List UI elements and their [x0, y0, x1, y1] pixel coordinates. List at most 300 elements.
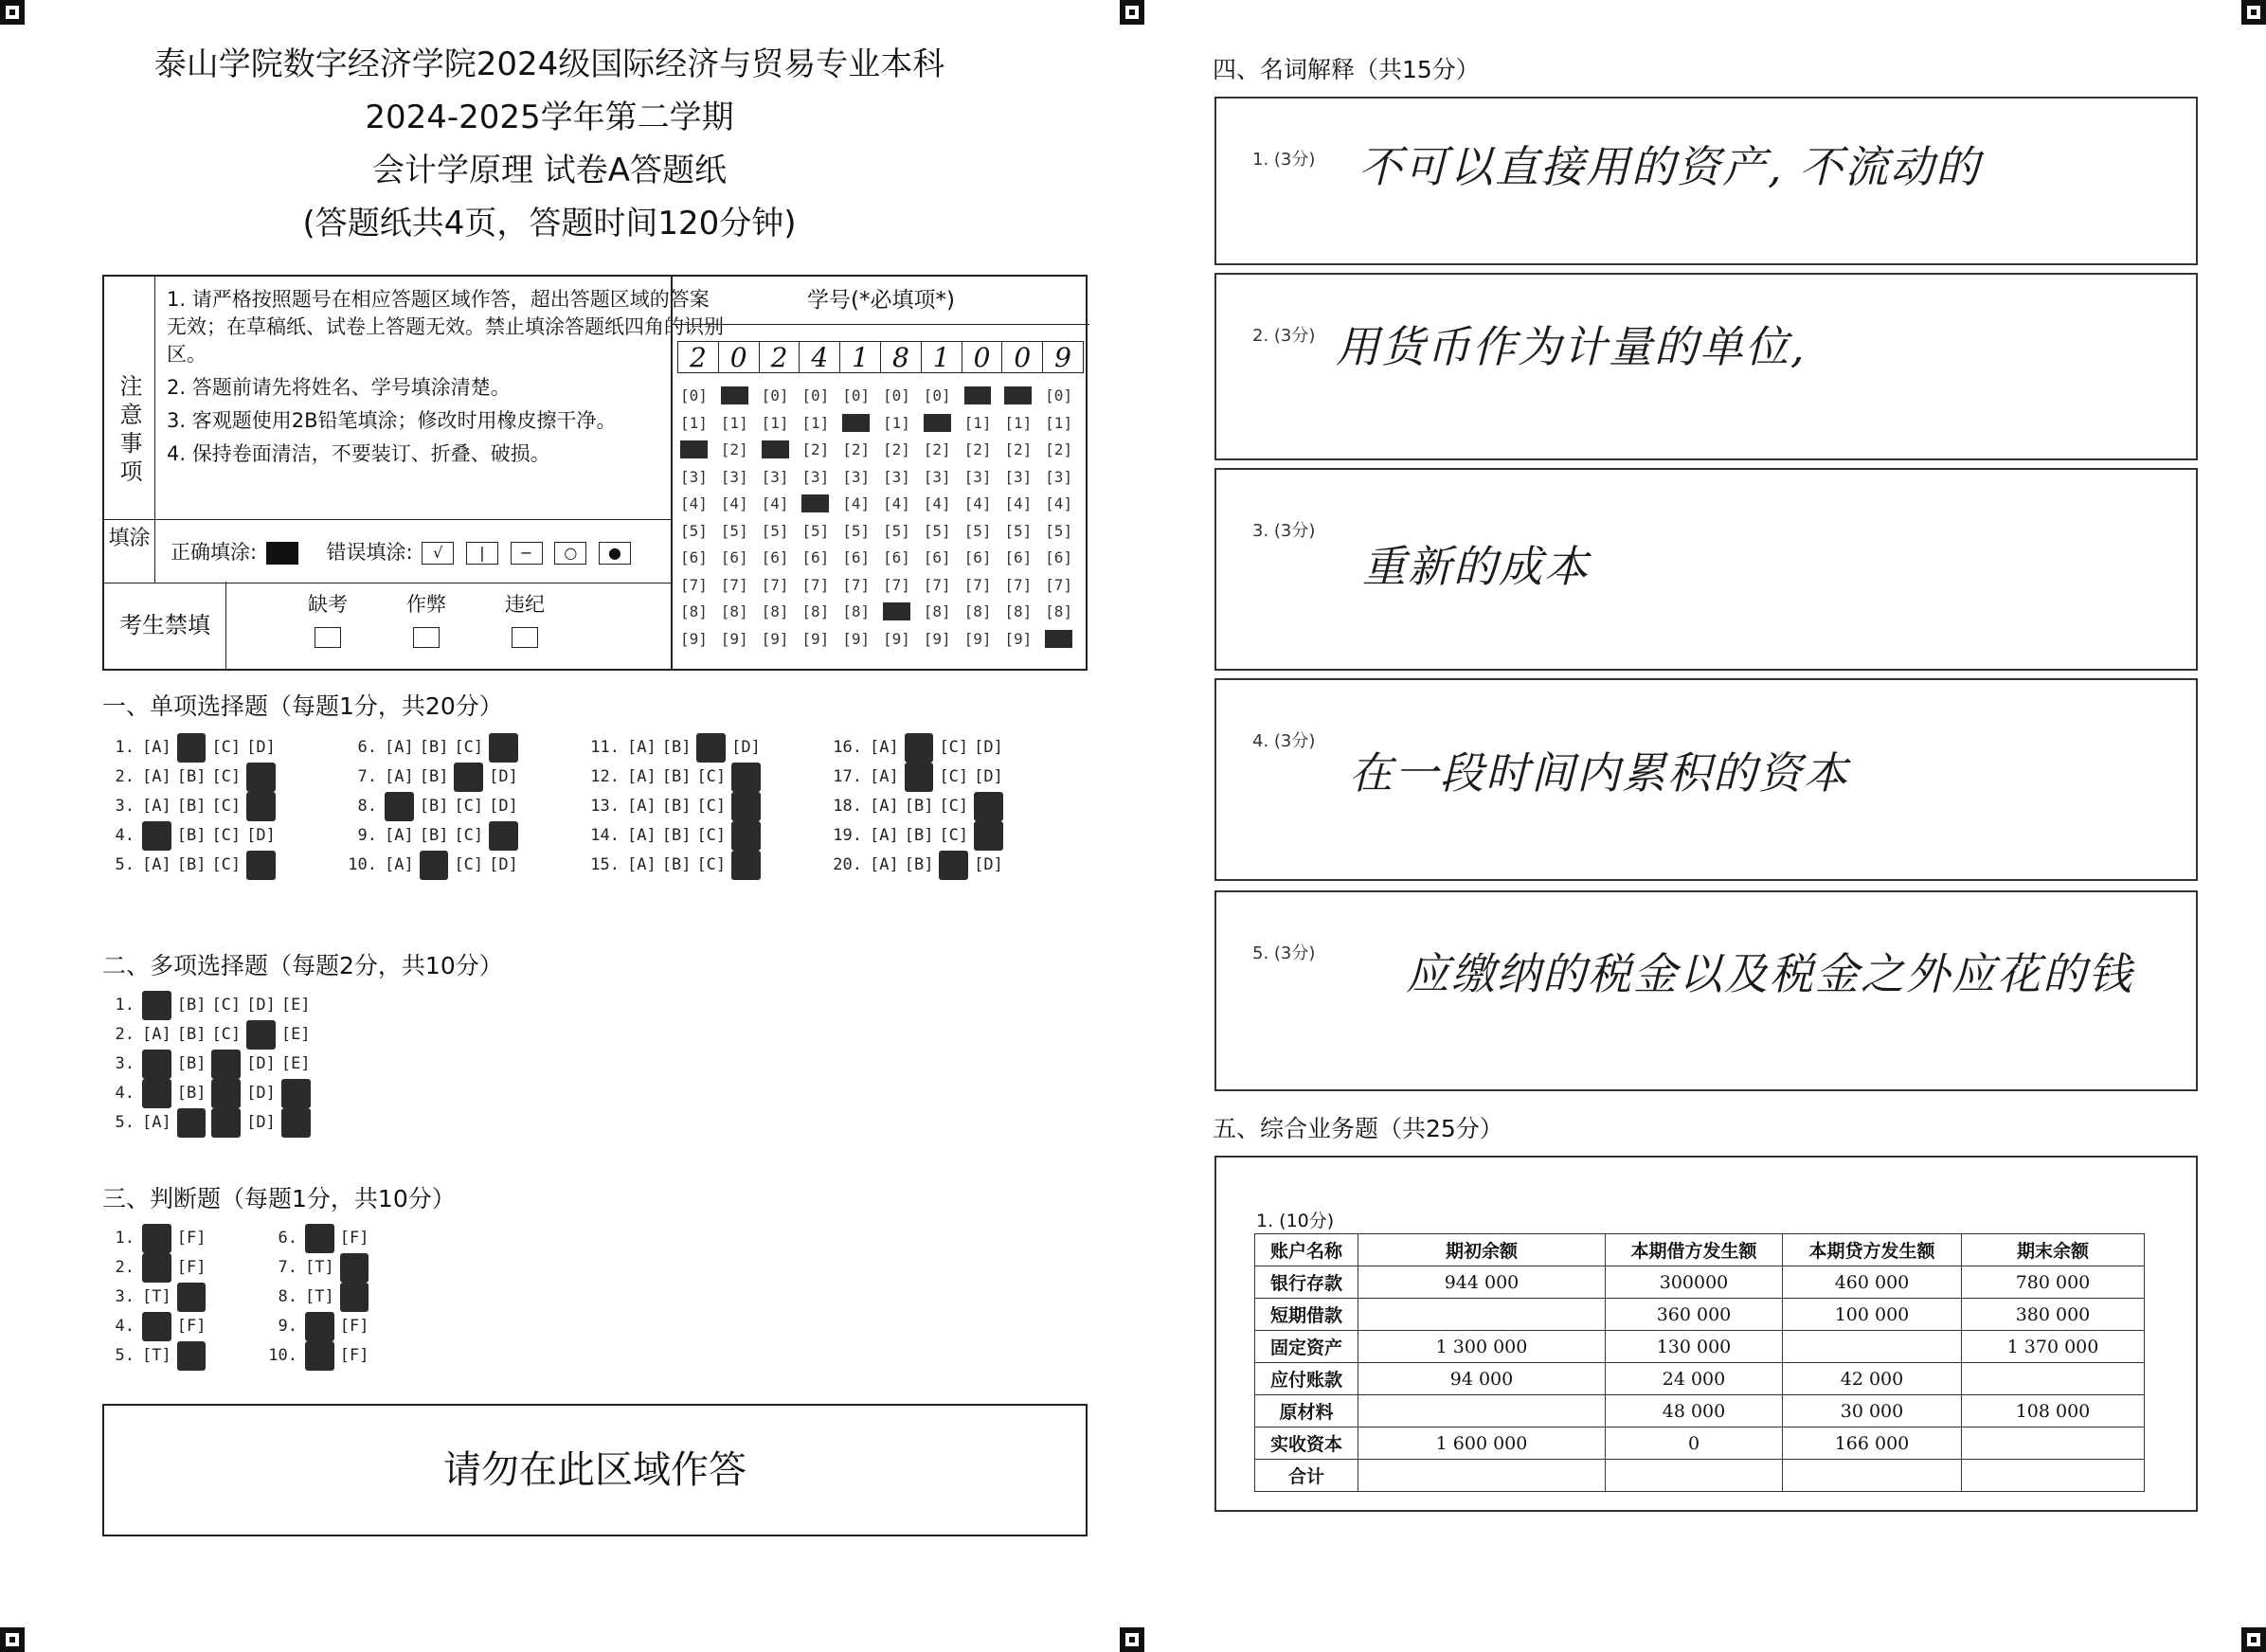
answer-bubble[interactable]: [D]: [246, 1113, 276, 1132]
question-number: 2.: [115, 767, 135, 786]
single-choice-question: [587, 763, 766, 792]
answer-bubble[interactable]: [C]: [454, 797, 484, 816]
answer-bubble[interactable]: [B]: [176, 826, 207, 845]
answer-bubble[interactable]: [A]: [627, 855, 656, 874]
answer-bubble[interactable]: [D]: [246, 792, 276, 821]
answer-bubble[interactable]: [D]: [974, 855, 1003, 874]
student-id-bubble[interactable]: [842, 491, 883, 518]
single-choice-question: [587, 821, 766, 851]
student-id-bubble[interactable]: [924, 545, 964, 572]
answer-bubble[interactable]: [D]: [489, 821, 518, 851]
answer-bubble[interactable]: [B]: [661, 826, 692, 845]
answer-bubble[interactable]: [C]: [696, 733, 726, 763]
header-line-2: 2024-2025学年第二学期: [365, 99, 734, 136]
answer-bubble[interactable]: [D]: [731, 763, 761, 792]
student-id-bubble[interactable]: [721, 383, 762, 410]
student-id-bubble[interactable]: [1045, 626, 1086, 654]
answer-bubble[interactable]: [C]: [939, 767, 969, 786]
bubble-label: [3]: [1004, 467, 1033, 486]
answer-bubble[interactable]: [C]: [939, 851, 968, 880]
bubble-label: [4]: [801, 494, 830, 512]
multi-choice-question: [102, 1020, 316, 1050]
true-false-question: [102, 1224, 211, 1253]
student-id-bubble[interactable]: [1045, 572, 1086, 600]
answer-bubble[interactable]: [D]: [731, 851, 761, 880]
bubble-label: [1]: [801, 413, 830, 432]
single-choice-question: [830, 792, 1009, 821]
answer-bubble[interactable]: [A]: [385, 855, 414, 874]
answer-bubble[interactable]: [C]: [939, 738, 969, 757]
question-number: 10.: [348, 855, 377, 874]
answer-bubble[interactable]: [B]: [904, 797, 934, 816]
student-id-bubble[interactable]: [721, 572, 762, 600]
answer-bubble[interactable]: [C]: [211, 1108, 241, 1138]
student-id-bubble[interactable]: [801, 464, 842, 492]
student-id-bubble[interactable]: [964, 626, 1005, 654]
answer-bubble[interactable]: [D]: [246, 826, 276, 845]
corner-mark-top-center: [1120, 0, 1144, 25]
answer-bubble[interactable]: [D]: [246, 1020, 276, 1050]
answer-bubble[interactable]: [B]: [661, 797, 692, 816]
student-id-bubble[interactable]: [680, 410, 721, 438]
student-id-bubble[interactable]: [1004, 437, 1045, 464]
bubble-label: [3]: [882, 467, 910, 486]
student-id-bubble[interactable]: [680, 383, 721, 410]
student-id-bubble[interactable]: [762, 491, 802, 518]
answer-bubble[interactable]: [D]: [974, 792, 1003, 821]
bubble-label: [6]: [923, 548, 951, 566]
student-id-bubble[interactable]: [964, 518, 1005, 546]
answer-bubble[interactable]: [C]: [696, 767, 727, 786]
student-id-bubble[interactable]: [842, 599, 883, 626]
student-id-bubble[interactable]: [1045, 410, 1086, 438]
term-answer-box[interactable]: [1214, 468, 2198, 671]
answer-bubble[interactable]: [T]: [305, 1258, 334, 1277]
answer-bubble[interactable]: [D]: [489, 733, 518, 763]
answer-bubble[interactable]: [T]: [142, 1224, 171, 1253]
answer-bubble[interactable]: [C]: [454, 855, 484, 874]
answer-bubble[interactable]: [T]: [305, 1341, 334, 1371]
term-answer-box[interactable]: [1214, 97, 2198, 265]
notice-item: 1. 请严格按照题号在相应答题区域作答，超出答题区域的答案无效；在草稿纸、试卷上答题无效。禁止填涂答题纸四角的识别区。: [167, 288, 724, 366]
student-id-bubble[interactable]: [721, 464, 762, 492]
bubble-label: [3]: [1045, 467, 1073, 486]
notice-item: 4. 保持卷面清洁，不要装订、折叠、破损。: [167, 442, 550, 465]
student-id-bubble[interactable]: [801, 599, 842, 626]
student-id-bubble[interactable]: [1045, 599, 1086, 626]
answer-bubble[interactable]: [B]: [420, 851, 449, 880]
student-id-bubble[interactable]: [842, 545, 883, 572]
answer-bubble[interactable]: [E]: [280, 996, 311, 1015]
answer-bubble[interactable]: [B]: [419, 797, 449, 816]
student-id-bubble[interactable]: [964, 437, 1005, 464]
answer-bubble[interactable]: [A]: [870, 767, 899, 786]
student-id-bubble[interactable]: [801, 518, 842, 546]
correct-fill-label: 正确填涂:: [171, 541, 258, 564]
answer-bubble[interactable]: [C]: [211, 767, 242, 786]
answer-bubble[interactable]: [C]: [211, 1079, 241, 1108]
answer-bubble[interactable]: [T]: [142, 1346, 171, 1365]
answer-bubble[interactable]: [C]: [211, 826, 242, 845]
student-id-bubble[interactable]: [842, 518, 883, 546]
student-id-bubble[interactable]: [924, 518, 964, 546]
answer-bubble[interactable]: [C]: [211, 738, 242, 757]
account-name-cell: 固定资产: [1255, 1331, 1358, 1363]
student-id-digit: 4: [799, 341, 840, 373]
student-id-bubble[interactable]: [762, 410, 802, 438]
answer-bubble[interactable]: [B]: [905, 733, 934, 763]
question-number: 17.: [833, 767, 862, 786]
answer-bubble[interactable]: [B]: [904, 826, 934, 845]
student-id-bubble[interactable]: [762, 599, 802, 626]
cheating-checkbox[interactable]: [388, 589, 464, 648]
student-id-bubble[interactable]: [883, 572, 924, 600]
bubble-label: [5]: [1004, 521, 1033, 540]
answer-bubble[interactable]: [B]: [176, 855, 207, 874]
amount-cell: 166 000: [1783, 1428, 1962, 1460]
answer-bubble[interactable]: [E]: [281, 1079, 311, 1108]
answer-bubble[interactable]: [D]: [246, 1054, 276, 1073]
amount-cell: 42 000: [1783, 1363, 1962, 1395]
student-id-bubble[interactable]: [680, 518, 721, 546]
term-answer-box[interactable]: [1214, 890, 2198, 1091]
answer-bubble[interactable]: [E]: [281, 1108, 311, 1138]
student-id-bubble[interactable]: [801, 545, 842, 572]
student-id-bubble[interactable]: [762, 464, 802, 492]
violation-checkbox[interactable]: [487, 589, 563, 648]
answer-bubble[interactable]: [B]: [176, 1084, 207, 1103]
student-id-bubble[interactable]: [924, 464, 964, 492]
student-id-bubble[interactable]: [1045, 464, 1086, 492]
student-id-bubble[interactable]: [924, 491, 964, 518]
student-id-bubble[interactable]: [762, 572, 802, 600]
bubble-label: [5]: [882, 521, 910, 540]
student-id-bubble[interactable]: [680, 545, 721, 572]
answer-bubble[interactable]: [A]: [142, 991, 171, 1020]
answer-bubble[interactable]: [F]: [177, 1283, 207, 1312]
student-id-bubble[interactable]: [883, 383, 924, 410]
student-id-bubble[interactable]: [721, 437, 762, 464]
student-id-bubble[interactable]: [801, 410, 842, 438]
student-id-digit: 1: [921, 341, 962, 373]
corner-mark-bottom-left: [0, 1627, 25, 1652]
answer-bubble[interactable]: [T]: [305, 1224, 334, 1253]
bubble-label: [0]: [882, 386, 910, 404]
student-id-bubble[interactable]: [842, 464, 883, 492]
answer-bubble[interactable]: [F]: [176, 1229, 207, 1248]
student-id-bubble[interactable]: [680, 464, 721, 492]
student-id-bubble[interactable]: [1004, 491, 1045, 518]
student-id-bubble[interactable]: [924, 572, 964, 600]
answer-bubble[interactable]: [D]: [246, 851, 276, 880]
amount-cell: 48 000: [1606, 1395, 1783, 1428]
answer-bubble[interactable]: [F]: [340, 1253, 369, 1283]
student-id-bubble[interactable]: [721, 410, 762, 438]
answer-bubble[interactable]: [A]: [627, 738, 656, 757]
student-id-bubble[interactable]: [1045, 437, 1086, 464]
term-answer-number: 2. (3分): [1252, 326, 1316, 346]
answer-bubble[interactable]: [T]: [142, 1312, 171, 1341]
answer-bubble[interactable]: [B]: [176, 767, 207, 786]
answer-bubble[interactable]: [B]: [905, 763, 934, 792]
question-number: 7.: [278, 1258, 297, 1277]
student-id-bubble[interactable]: [680, 599, 721, 626]
answer-bubble[interactable]: [D]: [489, 767, 518, 786]
student-id-bubble[interactable]: [680, 437, 721, 464]
account-name-cell: 实收资本: [1255, 1428, 1358, 1460]
student-id-bubble[interactable]: [721, 599, 762, 626]
student-id-bubble[interactable]: [1004, 572, 1045, 600]
answer-bubble[interactable]: [A]: [142, 1113, 171, 1132]
student-id-bubble[interactable]: [1004, 410, 1045, 438]
answer-bubble[interactable]: [C]: [696, 855, 727, 874]
answer-bubble[interactable]: [T]: [305, 1312, 334, 1341]
student-id-bubble[interactable]: [883, 599, 924, 626]
bubble-label: [4]: [923, 494, 951, 512]
student-id-bubble[interactable]: [721, 626, 762, 654]
student-id-bubble[interactable]: [762, 383, 802, 410]
answer-bubble[interactable]: [B]: [177, 733, 207, 763]
student-id-bubble[interactable]: [801, 437, 842, 464]
student-id-bubble[interactable]: [964, 464, 1005, 492]
answer-bubble[interactable]: [C]: [211, 1025, 242, 1044]
answer-bubble[interactable]: [F]: [176, 1258, 207, 1277]
student-id-bubble[interactable]: [680, 572, 721, 600]
answer-bubble[interactable]: [B]: [176, 996, 207, 1015]
bubble-label: [9]: [842, 629, 871, 648]
student-id-bubble[interactable]: [964, 599, 1005, 626]
student-id-bubble[interactable]: [1045, 491, 1086, 518]
answer-bubble[interactable]: [C]: [696, 797, 727, 816]
multi-choice-answers: [102, 991, 316, 1138]
student-id-bubble[interactable]: [924, 599, 964, 626]
bubble-label: [4]: [882, 494, 910, 512]
answer-bubble[interactable]: [D]: [246, 1084, 276, 1103]
student-id-bubble[interactable]: [1004, 545, 1045, 572]
student-id-bubble[interactable]: [680, 626, 721, 654]
student-id-bubble[interactable]: [801, 572, 842, 600]
answer-bubble[interactable]: [C]: [939, 797, 969, 816]
answer-bubble[interactable]: [A]: [627, 797, 656, 816]
student-id-bubble[interactable]: [924, 437, 964, 464]
answer-bubble[interactable]: [B]: [661, 855, 692, 874]
student-id-bubble[interactable]: [680, 491, 721, 518]
student-id-bubble[interactable]: [1045, 518, 1086, 546]
answer-bubble[interactable]: [C]: [454, 763, 483, 792]
answer-bubble[interactable]: [A]: [142, 1050, 171, 1079]
student-id-bubble[interactable]: [964, 572, 1005, 600]
answer-bubble[interactable]: [E]: [280, 1054, 311, 1073]
comprehensive-answer-box[interactable]: [1214, 1156, 2198, 1512]
student-id-bubble[interactable]: [883, 437, 924, 464]
answer-bubble[interactable]: [D]: [731, 821, 761, 851]
student-id-bubble[interactable]: [1004, 518, 1045, 546]
student-id-bubble[interactable]: [762, 518, 802, 546]
answer-bubble[interactable]: [A]: [870, 738, 899, 757]
answer-bubble[interactable]: [C]: [211, 996, 242, 1015]
answer-bubble[interactable]: [B]: [419, 767, 449, 786]
student-id-bubble[interactable]: [964, 410, 1005, 438]
answer-bubble[interactable]: [C]: [454, 826, 484, 845]
corner-mark-bottom-right: [2241, 1627, 2266, 1652]
answer-bubble[interactable]: [A]: [385, 826, 414, 845]
question-number: 5.: [115, 1346, 135, 1365]
answer-bubble[interactable]: [C]: [939, 826, 969, 845]
bubble-label: [7]: [923, 575, 951, 594]
question-number: 19.: [833, 826, 862, 845]
student-id-bubble[interactable]: [964, 383, 1005, 410]
answer-bubble[interactable]: [D]: [489, 797, 518, 816]
cheating-label: 作弊: [406, 593, 446, 616]
bubble-label: [5]: [761, 521, 789, 540]
single-choice-question: [102, 733, 281, 763]
answer-bubble[interactable]: [D]: [246, 763, 276, 792]
answer-bubble[interactable]: [T]: [142, 1253, 171, 1283]
answer-bubble[interactable]: [F]: [339, 1317, 369, 1336]
wrong-mark-dot: ●: [599, 542, 631, 565]
student-id-bubble[interactable]: [842, 626, 883, 654]
answer-bubble[interactable]: [C]: [211, 1050, 241, 1079]
answer-bubble[interactable]: [A]: [385, 738, 414, 757]
answer-bubble[interactable]: [A]: [142, 855, 171, 874]
answer-bubble[interactable]: [C]: [211, 855, 242, 874]
student-id-bubble[interactable]: [924, 626, 964, 654]
answer-bubble[interactable]: [A]: [870, 855, 899, 874]
student-id-bubble[interactable]: [721, 518, 762, 546]
term-answer-box[interactable]: [1214, 273, 2198, 460]
answer-bubble[interactable]: [B]: [419, 738, 449, 757]
term-answer-number: 1. (3分): [1252, 150, 1316, 170]
answer-bubble[interactable]: [C]: [211, 797, 242, 816]
term-answer-handwriting: 应缴纳的税金以及税金之外应花的钱: [1406, 948, 2133, 999]
absent-checkbox[interactable]: [290, 589, 366, 648]
single-choice-column: [345, 733, 524, 880]
answer-bubble[interactable]: [A]: [870, 797, 899, 816]
bubble-label: [7]: [842, 575, 871, 594]
answer-bubble[interactable]: [A]: [627, 767, 656, 786]
header-line-3: 会计学原理 试卷A答题纸: [371, 152, 728, 189]
student-id-bubble[interactable]: [1045, 545, 1086, 572]
question-number: 2.: [115, 1025, 135, 1044]
true-false-question: [265, 1253, 374, 1283]
answer-bubble[interactable]: [A]: [385, 792, 414, 821]
amount-cell: [1358, 1460, 1606, 1492]
student-id-bubble[interactable]: [1004, 383, 1045, 410]
answer-bubble[interactable]: [D]: [974, 738, 1003, 757]
answer-bubble[interactable]: [A]: [385, 767, 414, 786]
bubble-label: [4]: [761, 494, 789, 512]
answer-bubble[interactable]: [C]: [454, 738, 484, 757]
answer-bubble[interactable]: [D]: [246, 996, 276, 1015]
answer-bubble[interactable]: [B]: [177, 1108, 207, 1138]
answer-bubble[interactable]: [F]: [177, 1341, 207, 1371]
answer-bubble[interactable]: [A]: [870, 826, 899, 845]
student-id-bubble[interactable]: [924, 383, 964, 410]
answer-bubble[interactable]: [F]: [176, 1317, 207, 1336]
student-id-bubble[interactable]: [883, 491, 924, 518]
answer-bubble[interactable]: [B]: [419, 826, 449, 845]
bubble-label: [9]: [801, 629, 830, 648]
answer-bubble[interactable]: [D]: [731, 792, 761, 821]
bubble-label: [7]: [801, 575, 830, 594]
multi-choice-question: [102, 1108, 316, 1138]
answer-bubble[interactable]: [C]: [696, 826, 727, 845]
student-id-bubble[interactable]: [1045, 383, 1086, 410]
amount-cell: [1358, 1299, 1606, 1331]
student-id-bubble[interactable]: [762, 437, 802, 464]
student-id-digit: 2: [677, 341, 719, 373]
answer-bubble[interactable]: [D]: [974, 767, 1003, 786]
student-id-bubble[interactable]: [801, 383, 842, 410]
bubble-label: [9]: [882, 629, 910, 648]
answer-bubble[interactable]: [F]: [339, 1229, 369, 1248]
student-id-bubble[interactable]: [721, 491, 762, 518]
student-id-bubble[interactable]: [1004, 599, 1045, 626]
answer-bubble[interactable]: [A]: [142, 767, 171, 786]
bubble-label: [8]: [761, 602, 789, 620]
term-answer-box[interactable]: [1214, 678, 2198, 881]
answer-bubble[interactable]: [F]: [340, 1283, 369, 1312]
answer-bubble[interactable]: [A]: [142, 821, 171, 851]
student-id-bubble-row: [680, 518, 1086, 546]
student-id-bubble[interactable]: [842, 383, 883, 410]
student-id-bubble[interactable]: [883, 410, 924, 438]
student-id-bubble[interactable]: [883, 464, 924, 492]
answer-bubble[interactable]: [B]: [904, 855, 934, 874]
answer-bubble[interactable]: [A]: [142, 797, 171, 816]
answer-bubble[interactable]: [D]: [489, 855, 518, 874]
answer-bubble[interactable]: [B]: [176, 797, 207, 816]
student-id-bubble[interactable]: [883, 626, 924, 654]
student-id-bubble[interactable]: [762, 626, 802, 654]
answer-bubble[interactable]: [A]: [142, 738, 171, 757]
student-id-bubble[interactable]: [762, 545, 802, 572]
answer-bubble[interactable]: [B]: [176, 1025, 207, 1044]
single-choice-question: [102, 792, 281, 821]
student-id-bubble[interactable]: [964, 545, 1005, 572]
single-choice-column: [102, 733, 281, 880]
student-id-bubble[interactable]: [801, 626, 842, 654]
answer-bubble[interactable]: [A]: [142, 1025, 171, 1044]
trial-balance-table: [1254, 1233, 2145, 1492]
student-id-bubble[interactable]: [883, 518, 924, 546]
answer-bubble[interactable]: [A]: [627, 826, 656, 845]
student-id-bubble[interactable]: [842, 410, 883, 438]
bubble-label: [1]: [720, 413, 748, 432]
answer-bubble[interactable]: [D]: [974, 821, 1003, 851]
student-id-bubble[interactable]: [1004, 626, 1045, 654]
answer-bubble[interactable]: [T]: [142, 1287, 171, 1306]
answer-bubble[interactable]: [B]: [661, 738, 692, 757]
answer-bubble[interactable]: [B]: [176, 1054, 207, 1073]
student-id-bubble[interactable]: [883, 545, 924, 572]
answer-bubble[interactable]: [F]: [339, 1346, 369, 1365]
student-id-bubble[interactable]: [721, 545, 762, 572]
answer-bubble[interactable]: [D]: [246, 738, 276, 757]
student-id-bubble[interactable]: [842, 572, 883, 600]
answer-bubble[interactable]: [D]: [731, 738, 761, 757]
answer-bubble[interactable]: [A]: [142, 1079, 171, 1108]
answer-bubble[interactable]: [T]: [305, 1287, 334, 1306]
student-id-bubble[interactable]: [964, 491, 1005, 518]
student-id-bubble[interactable]: [801, 491, 842, 518]
answer-bubble[interactable]: [E]: [280, 1025, 311, 1044]
answer-bubble[interactable]: [B]: [661, 767, 692, 786]
student-id-bubble[interactable]: [924, 410, 964, 438]
student-id-bubble[interactable]: [1004, 464, 1045, 492]
header-line-4: (答题纸共4页，答题时间120分钟): [302, 205, 797, 242]
student-id-bubble[interactable]: [842, 437, 883, 464]
